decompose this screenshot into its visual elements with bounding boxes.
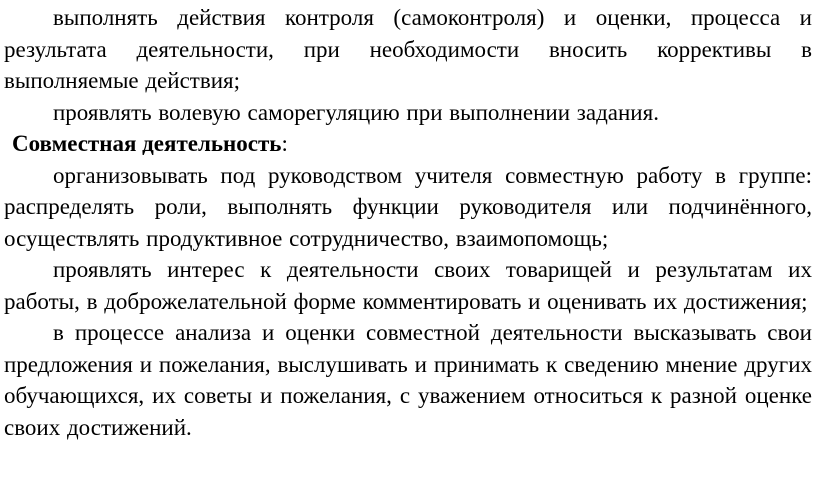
paragraph-group-work: организовывать под руководством учителя совместную работу в группе: распределять роли, выполнять функции руководителя или подчинённого, осуществлять продуктивное сотрудничество, взаимопомощь; [4,162,812,251]
section-heading-title: Совместная деятельность [12,131,282,156]
paragraph-interest: проявлять интерес к деятельности своих товарищей и результатам их работы, в доброжелательной форме комментировать и оценивать их достижения; [4,257,812,314]
paragraph-self-regulation: проявлять волевую саморегуляцию при выполнении задания. [53,99,659,125]
paragraph-self-control: выполнять действия контроля (самоконтроля) и оценки, процесса и результата деятельности, при необходимости вносить коррективы в выполняемые действия; [4,5,812,93]
paragraph-evaluation: в процессе анализа и оценки совместной деятельности высказывать свои предложения и пожелания, выслушивать и принимать к сведению мнение других обучающихся, их советы и пожелания, с уважением относиться к разной оценке своих достижений. [4,320,812,440]
section-heading [4,128,812,160]
section-heading-colon: : [281,131,288,156]
